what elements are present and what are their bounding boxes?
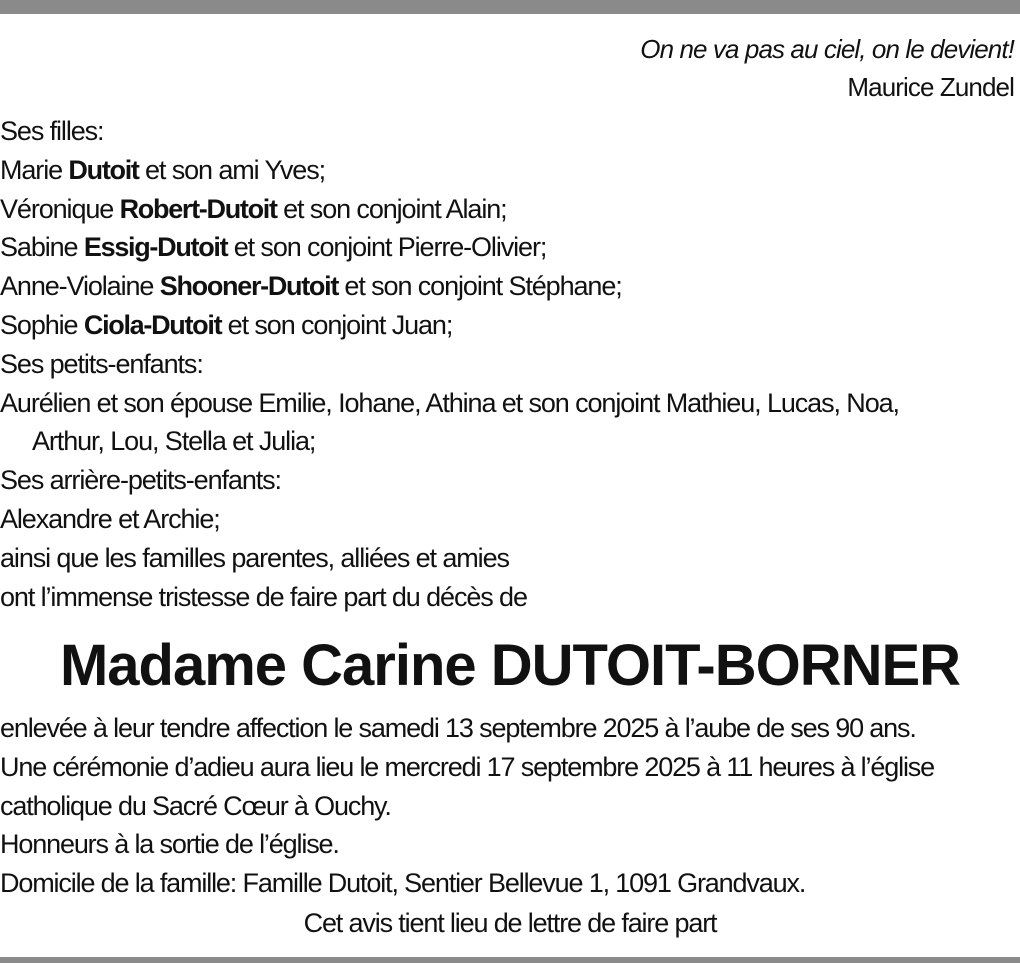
grandchildren-heading: Ses petits-enfants:: [0, 348, 203, 379]
top-rule: [0, 0, 1020, 14]
daughter-first-name: Sabine: [0, 232, 78, 263]
epigraph: [640, 30, 1014, 106]
daughter-line: [0, 228, 1016, 267]
daughter-first-name: Véronique: [0, 193, 114, 224]
epigraph-author: Maurice Zundel: [847, 72, 1014, 102]
deceased-name: Madame Carine DUTOIT-BORNER: [59, 633, 961, 698]
announcement-line: ont l’immense tristesse de faire part du décès de: [0, 581, 527, 612]
grandchildren-line: Aurélien et son épouse Emilie, Iohane, Athina et son conjoint Mathieu, Lucas, Noa,: [0, 387, 899, 418]
daughter-partner: et son conjoint Juan;: [227, 309, 453, 340]
daughter-line: [0, 267, 1016, 306]
grandchildren-line-continued: Arthur, Lou, Stella et Julia;: [32, 426, 316, 457]
daughter-surname: Shooner-Dutoit: [159, 271, 339, 302]
daughters-heading: Ses filles:: [0, 116, 104, 146]
daughter-first-name: Sophie: [0, 309, 78, 340]
daughter-line: [0, 151, 1016, 190]
daughter-line: [0, 190, 1016, 229]
daughter-partner: et son ami Yves;: [145, 154, 326, 185]
daughter-surname: Essig-Dutoit: [83, 232, 228, 263]
death-line: enlevée à leur tendre affection le samedi 13 septembre 2025 à l’aube de ses 90 ans.: [0, 713, 916, 743]
details: [0, 709, 1020, 943]
family-list: [0, 112, 1016, 616]
daughter-surname: Dutoit: [68, 154, 139, 185]
daughter-surname: Ciola-Dutoit: [83, 309, 222, 340]
relatives-line: ainsi que les familles parentes, alliées et amies: [0, 542, 509, 573]
epigraph-quote: On ne va pas au ciel, on le devient!: [640, 34, 1014, 64]
ceremony-line-continued: catholique du Sacré Cœur à Ouchy.: [0, 790, 391, 821]
daughter-partner: et son conjoint Pierre-Olivier;: [233, 232, 547, 263]
daughter-first-name: Marie: [0, 154, 63, 185]
great-grandchildren-heading: Ses arrière-petits-enfants:: [0, 465, 281, 496]
ceremony-line: Une cérémonie d’adieu aura lieu le mercredi 17 septembre 2025 à 11 heures à l’église: [0, 751, 935, 782]
bottom-rule: [0, 957, 1020, 963]
daughter-first-name: Anne-Violaine: [0, 271, 154, 302]
daughter-partner: et son conjoint Stéphane;: [344, 271, 622, 302]
honours-line: Honneurs à la sortie de l’église.: [0, 829, 339, 860]
great-grandchildren-line: Alexandre et Archie;: [0, 503, 220, 534]
footer-note: Cet avis tient lieu de lettre de faire part: [303, 907, 717, 938]
daughter-line: [0, 306, 1016, 345]
domicile-line: Domicile de la famille: Famille Dutoit, Sentier Bellevue 1, 1091 Grandvaux.: [0, 868, 806, 899]
daughter-partner: et son conjoint Alain;: [283, 193, 507, 224]
daughter-surname: Robert-Dutoit: [119, 193, 277, 224]
